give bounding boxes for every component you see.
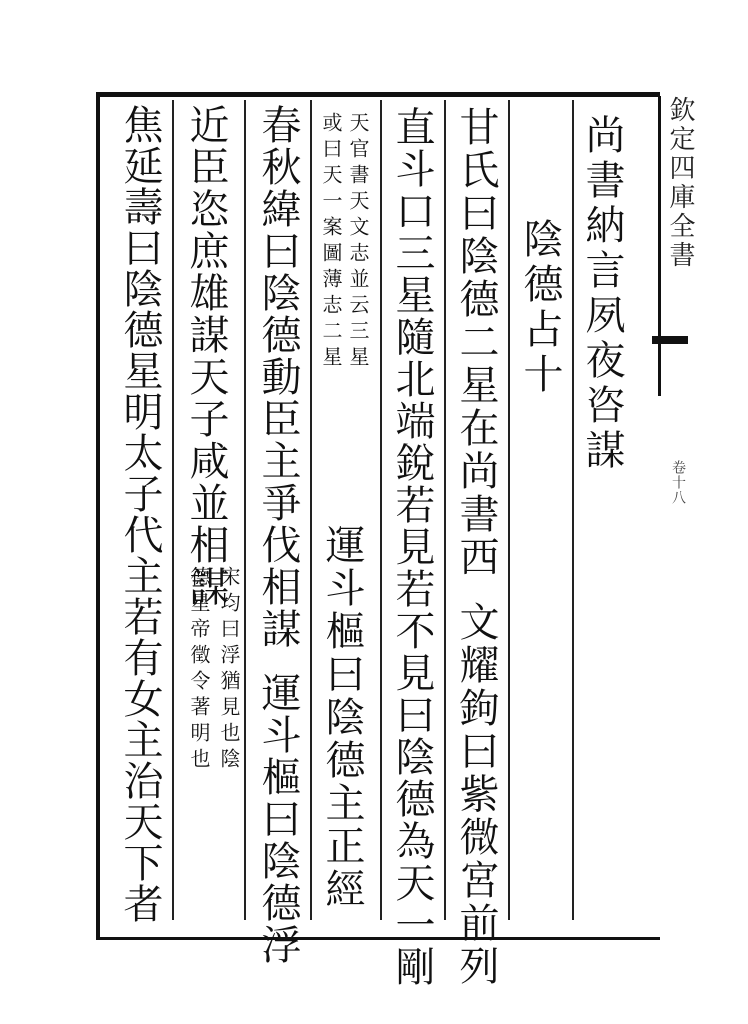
- column-text: 直斗口三星隨北端銳若見若不見曰陰德為天一剛: [389, 106, 435, 988]
- column-text: 焦延壽曰陰德星明太子代主若有女主治天下者: [117, 104, 163, 924]
- annotation-text: 或曰天一案圖薄志二星: [319, 112, 343, 372]
- column-text: 甘氏曰陰德二星在尚書西: [453, 106, 499, 579]
- text-column-7: [183, 104, 229, 608]
- section-heading: [517, 218, 563, 398]
- text-column-3: [453, 106, 499, 988]
- annotation-line: [318, 112, 343, 372]
- column-rule: [310, 100, 312, 920]
- annotation-line: [345, 112, 370, 372]
- column-rule: [172, 100, 174, 920]
- text-column-4: [389, 106, 435, 988]
- column-rule: [572, 100, 574, 920]
- annotation-line: [216, 566, 241, 774]
- annotation-line: [186, 566, 211, 774]
- text-column-8: [117, 104, 163, 924]
- book-title-edge: 欽定四庫全書: [665, 96, 695, 270]
- column-rule: [444, 100, 446, 920]
- column-text: 文耀鉤曰紫微宮前列: [453, 601, 499, 988]
- page-border: [96, 92, 660, 940]
- fishtail-mark: [652, 336, 688, 344]
- column-text: 近臣恣庶雄謀天子咸並相謀: [183, 104, 229, 608]
- column-rule: [508, 100, 510, 920]
- column-rule: [380, 100, 382, 920]
- text-column-6: [255, 104, 301, 966]
- page-edge-line: [658, 96, 661, 396]
- column-text: 運斗樞曰陰德浮: [255, 672, 301, 966]
- column-text: 春秋緯曰陰德動臣主爭伐相謀: [255, 104, 301, 650]
- annotation-text: 天官書天文志並云三星: [346, 112, 370, 372]
- column-text: 陰德占十: [517, 218, 563, 398]
- column-text: 運斗樞曰陰德主正經: [319, 524, 365, 911]
- column-rule: [244, 100, 246, 920]
- page-number: 卷十八: [670, 460, 686, 505]
- annotation-text: 德星帝徵令著明也: [187, 566, 211, 774]
- text-column-1: [579, 114, 625, 474]
- text-column-5: [319, 524, 365, 911]
- annotation-text: 宋均曰浮猶見也陰: [217, 566, 241, 774]
- column-text: 尚書納言夙夜咨謀: [579, 114, 625, 474]
